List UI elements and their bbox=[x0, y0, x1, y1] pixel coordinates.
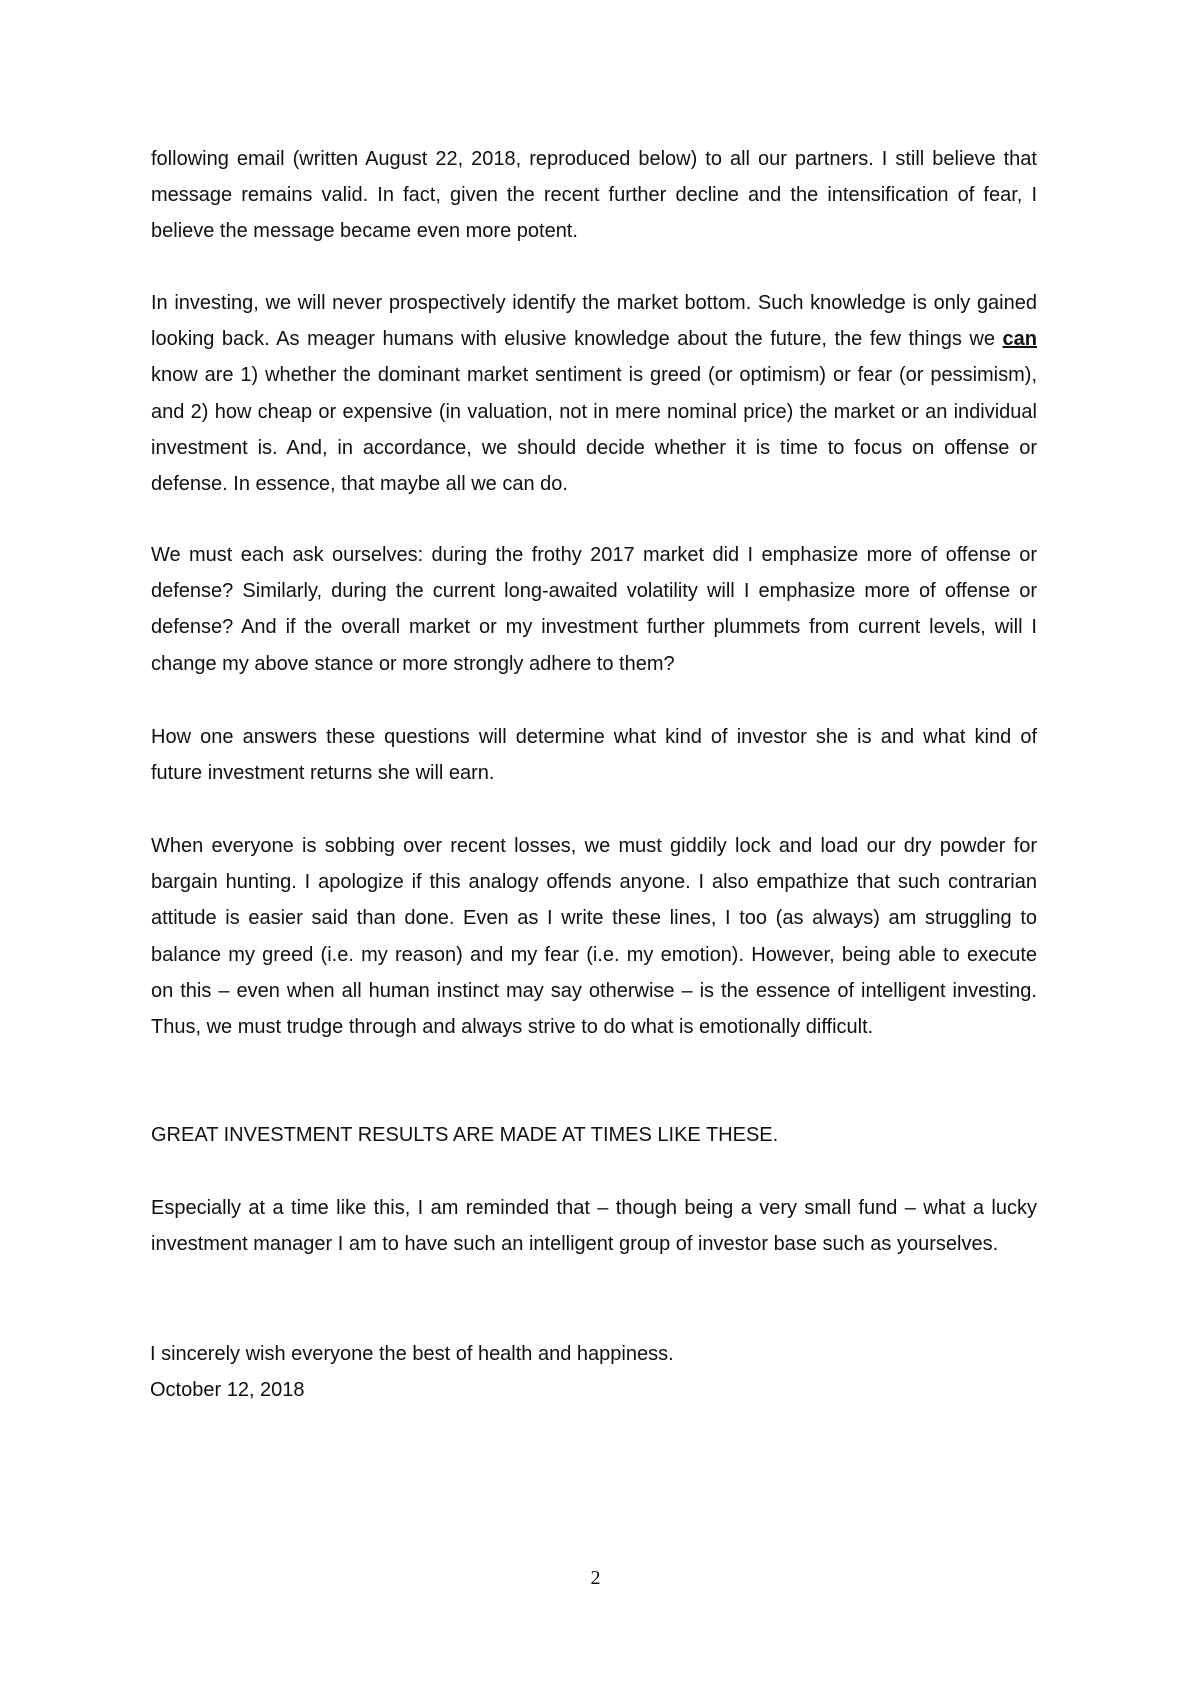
paragraph-text-before: In investing, we will never prospectively identify the market bottom. Such knowledge is only gained looking back. As meager humans with elusive knowledge about the future, the few things we bbox=[151, 292, 1037, 351]
paragraph-answers: How one answers these questions will determine what kind of investor she is and what kind of future investment returns she will earn. bbox=[151, 726, 1037, 785]
paragraph-text-after: know are 1) whether the dominant market sentiment is greed (or optimism) or fear (or pessimism), and 2) how cheap or expensive (in valuation, not in mere nominal price) the market or an individual investment is. And, in accordance, we should decide whether it is time to focus on offense or defense. In essence, that maybe all we can do. bbox=[151, 364, 1037, 496]
paragraph-ask-ourselves: We must each ask ourselves: during the frothy 2017 market did I emphasize more of offense or defense? Similarly, during the current long-awaited volatility will I emphasize more of offense or defense? And if the overall market or my investment further plummets from current levels, will I change my above stance or more strongly adhere to them? bbox=[151, 544, 1037, 675]
emphasis-word: can bbox=[1002, 328, 1037, 351]
letter-date: October 12, 2018 bbox=[150, 1379, 305, 1401]
paragraph-great-results: GREAT INVESTMENT RESULTS ARE MADE AT TIMES LIKE THESE. bbox=[151, 1124, 779, 1146]
paragraph-bargain-hunting: When everyone is sobbing over recent losses, we must giddily lock and load our dry powder for bargain hunting. I apologize if this analogy offends anyone. I also empathize that such contrarian attitude is easier said than done. Even as I write these lines, I too (as always) am struggling to balance my greed (i.e. my reason) and my fear (i.e. my emotion). However, being able to execute on this – even when all human instinct may say otherwise – is the essence of intelligent investing. Thus, we must trudge through and always strive to do what is emotionally difficult. bbox=[151, 835, 1037, 1039]
paragraph-lucky-manager: Especially at a time like this, I am reminded that – though being a very small fund – what a lucky investment manager I am to have such an intelligent group of investor base such as yourselves. bbox=[151, 1197, 1037, 1256]
closing-wish: I sincerely wish everyone the best of health and happiness. bbox=[150, 1343, 674, 1365]
page-number: 2 bbox=[590, 1567, 601, 1589]
paragraph-email-intro: following email (written August 22, 2018, reproduced below) to all our partners. I still believe that message remains valid. In fact, given the recent further decline and the intensification of fear, I believe the message became even more potent. bbox=[151, 148, 1037, 243]
paragraph-market-bottom bbox=[151, 285, 1037, 502]
